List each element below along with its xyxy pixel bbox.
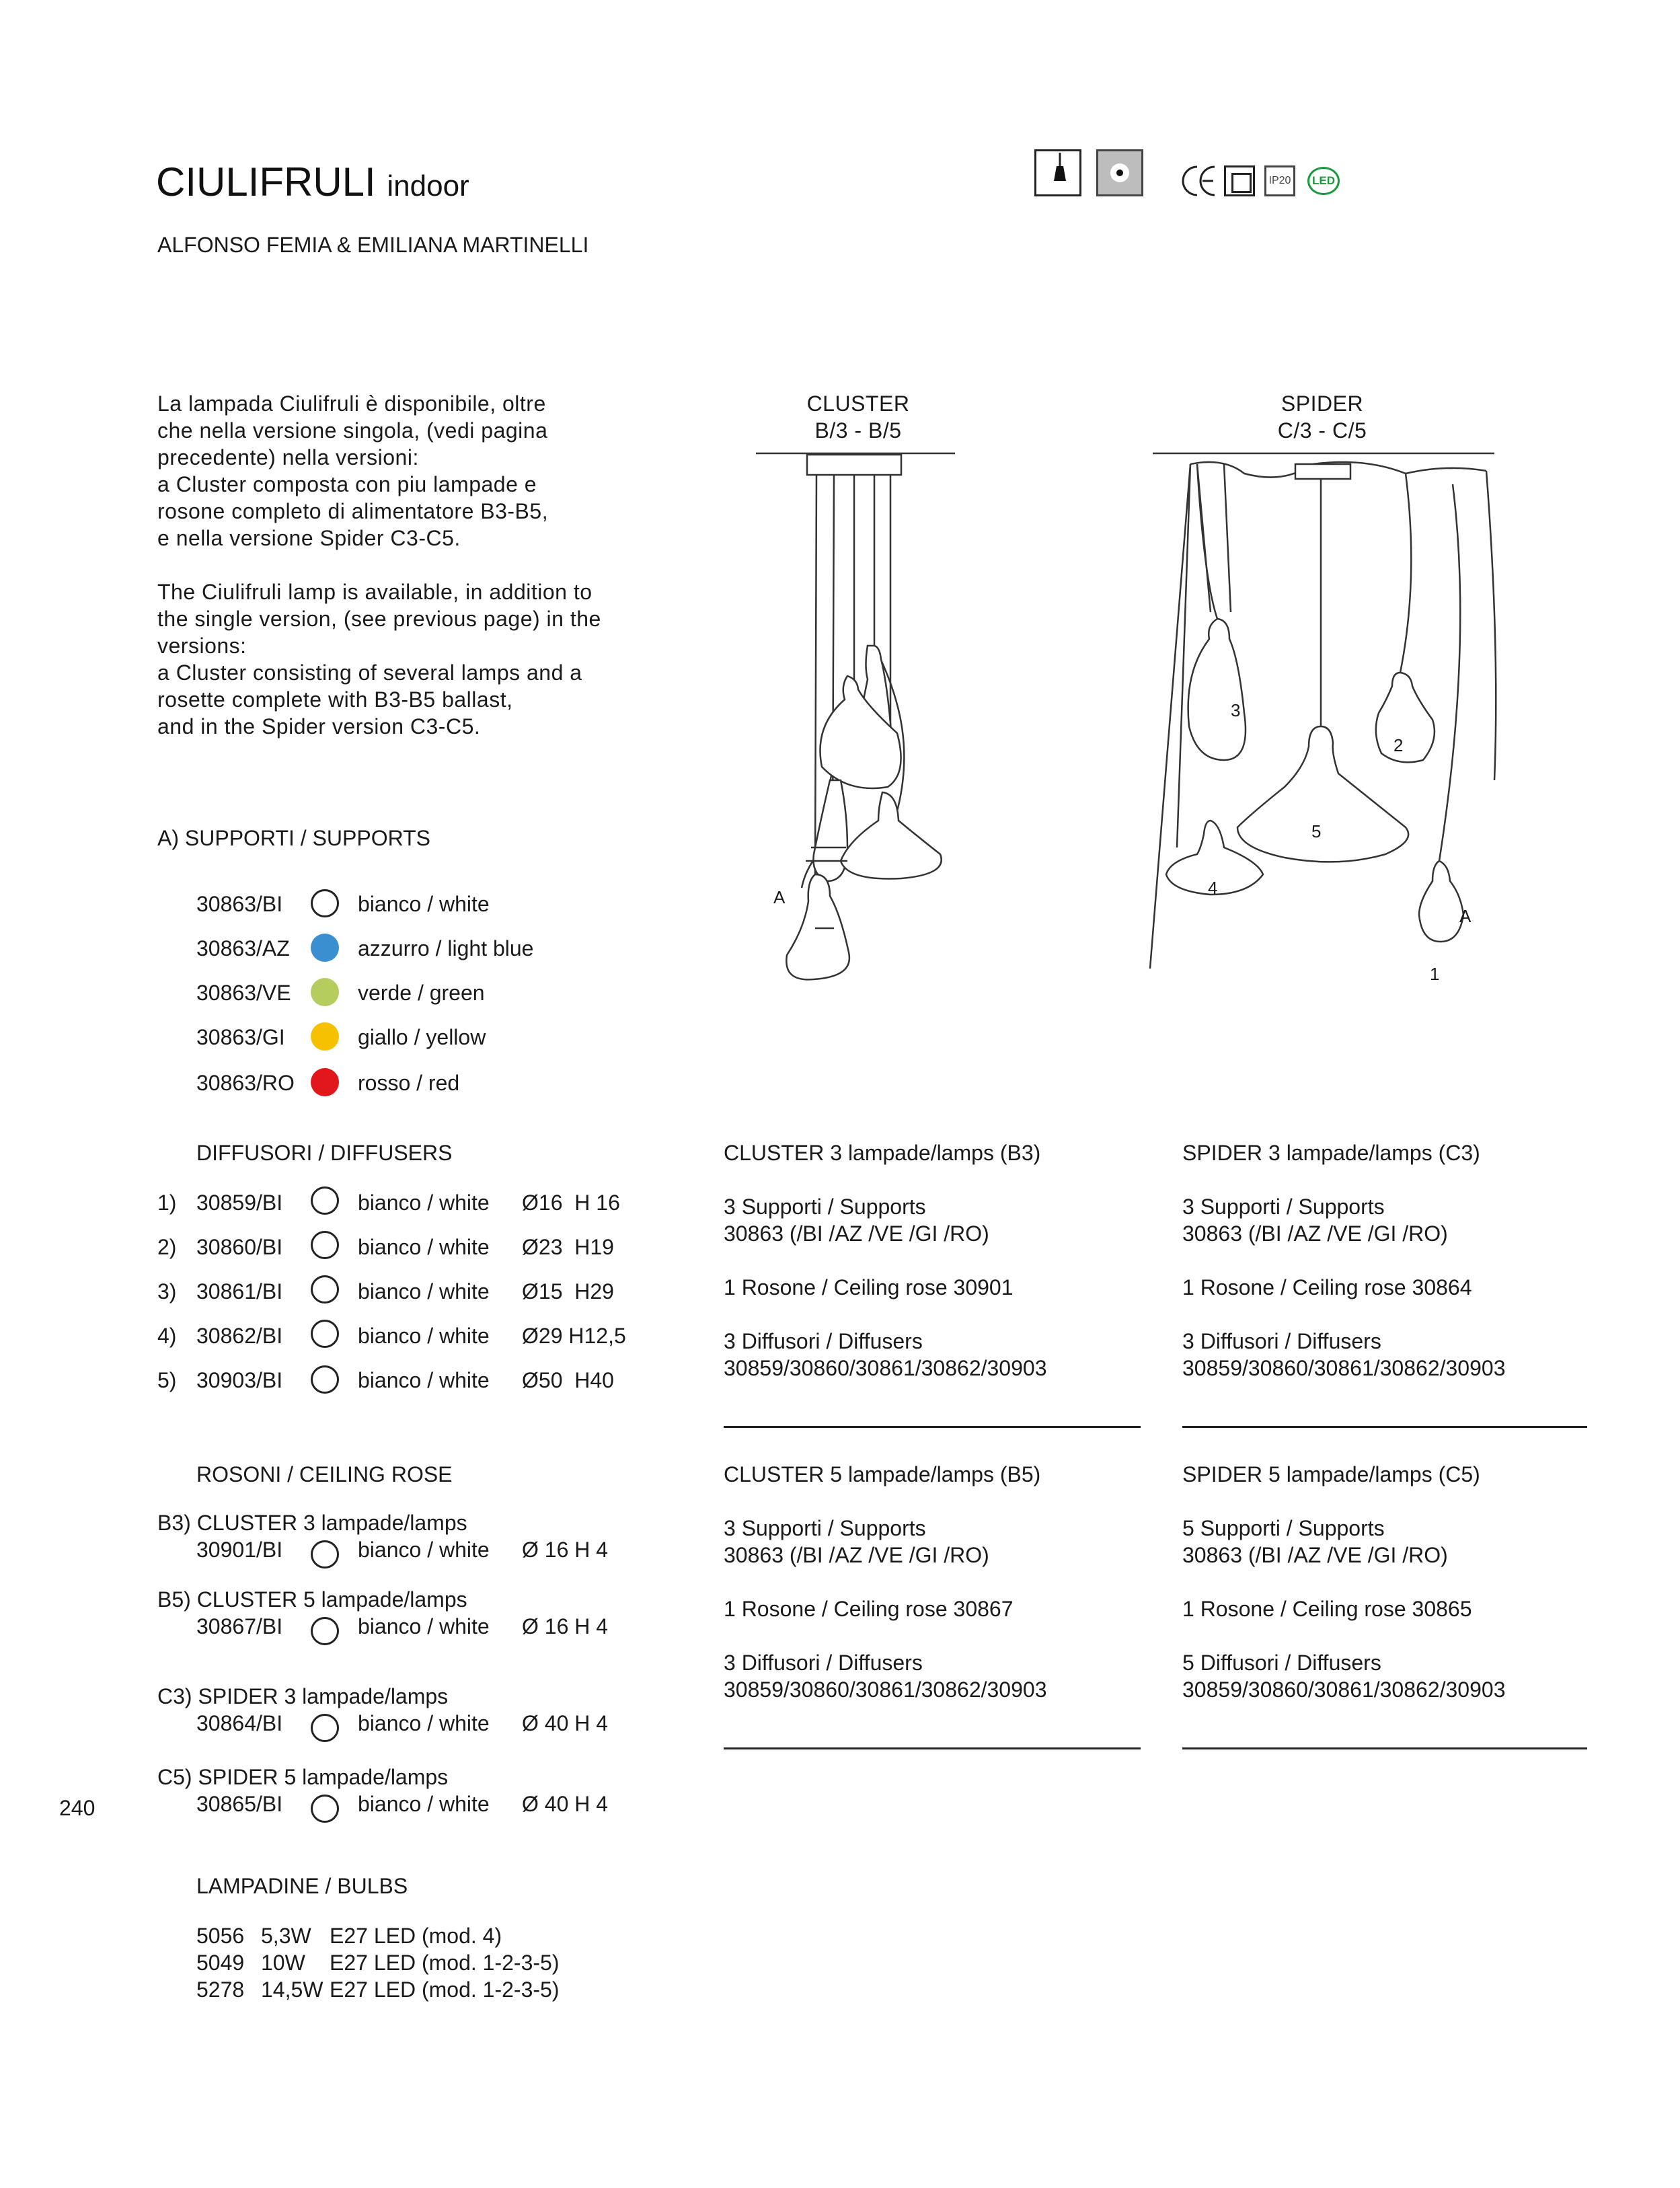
- config-supports: 5 Supporti / Supports: [1182, 1516, 1385, 1540]
- page-title: [156, 159, 469, 210]
- product-variant: indoor: [387, 169, 469, 202]
- pendant-lamp-icon: [1034, 149, 1081, 196]
- diffuser-dimensions: Ø23 H19: [522, 1235, 614, 1259]
- ip20-icon: IP20: [1264, 165, 1295, 196]
- diffuser-dimensions: Ø16 H 16: [522, 1191, 620, 1215]
- diffuser-number: 3): [157, 1279, 177, 1304]
- color-swatch-white: [311, 1231, 339, 1259]
- config-supports: 3 Supporti / Supports: [724, 1516, 926, 1540]
- rose-code: 30901/BI: [196, 1538, 283, 1562]
- spider-label-3: 3: [1231, 700, 1241, 720]
- config-diffusers: 3 Diffusori / Diffusers: [1182, 1329, 1381, 1353]
- rose-code: 30867/BI: [196, 1614, 283, 1638]
- diffuser-color-name: bianco / white: [358, 1279, 490, 1304]
- diffuser-code: 30859/BI: [196, 1191, 283, 1215]
- support-code: 30863/RO: [196, 1071, 295, 1095]
- divider: [1182, 1747, 1587, 1749]
- config-diffusers: 3 Diffusori / Diffusers: [724, 1329, 923, 1353]
- diffuser-code: 30903/BI: [196, 1368, 283, 1392]
- config-diffusers-codes: 30859/30860/30861/30862/30903: [1182, 1356, 1506, 1380]
- diffuser-number: 4): [157, 1324, 177, 1348]
- config-block-cluster-5: [724, 1461, 1046, 1703]
- color-swatch-white: [311, 889, 339, 917]
- spider-label-5: 5: [1311, 821, 1322, 841]
- config-title: CLUSTER 3 lampade/lamps (B3): [724, 1141, 1041, 1165]
- diffuser-code: 30861/BI: [196, 1279, 283, 1304]
- rose-label: C5) SPIDER 5 lampade/lamps: [157, 1765, 449, 1789]
- bulb-code: 5278: [196, 1977, 245, 2002]
- color-swatch-white: [311, 1186, 339, 1215]
- config-supports-codes: 30863 (/BI /AZ /VE /GI /RO): [1182, 1543, 1448, 1567]
- support-code: 30863/GI: [196, 1025, 285, 1049]
- rose-color-name: bianco / white: [358, 1538, 490, 1562]
- config-diffusers-codes: 30859/30860/30861/30862/30903: [1182, 1677, 1506, 1702]
- intro-english: The Ciulifruli lamp is available, in addition to the single version, (see previous page) in the versions: a Cluster consisting of several lamps and a rosette complete with B3-B5 ballast, and in the Spider version C3-C5.: [157, 580, 601, 739]
- support-color-name: giallo / yellow: [358, 1025, 486, 1049]
- support-code: 30863/AZ: [196, 936, 290, 960]
- config-diffusers-codes: 30859/30860/30861/30862/30903: [724, 1356, 1047, 1380]
- config-diffusers: 5 Diffusori / Diffusers: [1182, 1651, 1381, 1675]
- config-block-spider-3: [1182, 1139, 1505, 1382]
- color-swatch-green: [311, 978, 339, 1006]
- rose-color-name: bianco / white: [358, 1614, 490, 1638]
- support-color-name: bianco / white: [358, 892, 490, 916]
- diffuser-number: 1): [157, 1191, 177, 1215]
- product-name: CIULIFRULI: [156, 159, 376, 204]
- config-rose: 1 Rosone / Ceiling rose 30865: [1182, 1597, 1472, 1621]
- config-rose: 1 Rosone / Ceiling rose 30867: [724, 1597, 1014, 1621]
- bulb-code: 5056: [196, 1924, 245, 1948]
- cluster-label-a: A: [773, 887, 786, 907]
- color-swatch-white: [311, 1320, 339, 1348]
- rose-dimensions: Ø 40 H 4: [522, 1711, 609, 1735]
- support-color-name: azzurro / light blue: [358, 936, 534, 960]
- rose-label: B3) CLUSTER 3 lampade/lamps: [157, 1511, 467, 1535]
- diffuser-number: 2): [157, 1235, 177, 1259]
- divider: [724, 1426, 1141, 1428]
- config-supports-codes: 30863 (/BI /AZ /VE /GI /RO): [724, 1543, 989, 1567]
- supports-heading: A) SUPPORTI / SUPPORTS: [157, 826, 431, 850]
- config-supports-codes: 30863 (/BI /AZ /VE /GI /RO): [724, 1221, 989, 1246]
- color-swatch-white: [311, 1714, 339, 1742]
- config-title: SPIDER 3 lampade/lamps (C3): [1182, 1141, 1480, 1165]
- spider-label-4: 4: [1208, 878, 1218, 898]
- support-color-name: verde / green: [358, 981, 485, 1005]
- ce-mark-icon: [1182, 164, 1217, 198]
- spider-label-a: A: [1459, 906, 1472, 926]
- spider-label-2: 2: [1393, 735, 1404, 755]
- spider-label-1: 1: [1430, 964, 1440, 984]
- page-number: 240: [59, 1796, 96, 1820]
- rose-color-name: bianco / white: [358, 1711, 490, 1735]
- config-rose: 1 Rosone / Ceiling rose 30864: [1182, 1275, 1472, 1299]
- config-diffusers-codes: 30859/30860/30861/30862/30903: [724, 1677, 1047, 1702]
- diffuser-dimensions: Ø50 H40: [522, 1368, 614, 1392]
- bulb-power: 10W: [261, 1951, 305, 1975]
- class-ii-icon: [1224, 165, 1255, 196]
- support-color-name: rosso / red: [358, 1071, 460, 1095]
- support-code: 30863/VE: [196, 981, 291, 1005]
- color-swatch-white: [311, 1617, 339, 1645]
- color-swatch-white: [311, 1275, 339, 1304]
- color-swatch-white: [311, 1540, 339, 1569]
- rose-color-name: bianco / white: [358, 1792, 490, 1816]
- bulb-description: E27 LED (mod. 4): [330, 1924, 502, 1948]
- led-icon: LED: [1307, 167, 1340, 195]
- color-swatch-red: [311, 1068, 339, 1096]
- rose-dimensions: Ø 16 H 4: [522, 1538, 609, 1562]
- roses-heading: ROSONI / CEILING ROSE: [196, 1462, 453, 1486]
- config-diffusers: 3 Diffusori / Diffusers: [724, 1651, 923, 1675]
- color-swatch-white: [311, 1365, 339, 1394]
- bulb-description: E27 LED (mod. 1-2-3-5): [330, 1951, 560, 1975]
- rose-dimensions: Ø 40 H 4: [522, 1792, 609, 1816]
- designers: ALFONSO FEMIA & EMILIANA MARTINELLI: [157, 233, 589, 257]
- diffuser-color-name: bianco / white: [358, 1235, 490, 1259]
- config-block-spider-5: [1182, 1461, 1505, 1703]
- bulbs-heading: LAMPADINE / BULBS: [196, 1874, 408, 1898]
- support-code: 30863/BI: [196, 892, 283, 916]
- bulb-power: 5,3W: [261, 1924, 311, 1948]
- config-rose: 1 Rosone / Ceiling rose 30901: [724, 1275, 1014, 1299]
- diffuser-color-name: bianco / white: [358, 1368, 490, 1392]
- diffuser-color-name: bianco / white: [358, 1324, 490, 1348]
- rose-code: 30865/BI: [196, 1792, 283, 1816]
- color-swatch-yellow: [311, 1022, 339, 1051]
- color-swatch-white: [311, 1795, 339, 1823]
- diffusers-heading: DIFFUSORI / DIFFUSERS: [196, 1141, 453, 1165]
- intro-italian: La lampada Ciulifruli è disponibile, oltre che nella versione singola, (vedi pagina precedente) nella versioni: a Cluster composta con piu lampade e rosone completo di alimentatore B3-B5, e nella versione Spider C3-C5.: [157, 391, 549, 550]
- spider-drawing-title: SPIDER C/3 - C/5: [1277, 391, 1367, 443]
- diffuser-dimensions: Ø15 H29: [522, 1279, 614, 1304]
- config-supports: 3 Supporti / Supports: [724, 1195, 926, 1219]
- bulb-description: E27 LED (mod. 1-2-3-5): [330, 1977, 560, 2002]
- rose-label: C3) SPIDER 3 lampade/lamps: [157, 1684, 449, 1708]
- config-supports: 3 Supporti / Supports: [1182, 1195, 1385, 1219]
- recessed-spot-icon: [1096, 149, 1143, 196]
- divider: [1182, 1426, 1587, 1428]
- config-title: CLUSTER 5 lampade/lamps (B5): [724, 1462, 1041, 1486]
- diffuser-number: 5): [157, 1368, 177, 1392]
- divider: [724, 1747, 1141, 1749]
- color-swatch-light-blue: [311, 934, 339, 962]
- diffuser-code: 30862/BI: [196, 1324, 283, 1348]
- rose-code: 30864/BI: [196, 1711, 283, 1735]
- cluster-drawing-title: CLUSTER B/3 - B/5: [806, 391, 910, 443]
- bulb-code: 5049: [196, 1951, 245, 1975]
- config-title: SPIDER 5 lampade/lamps (C5): [1182, 1462, 1480, 1486]
- bulb-power: 14,5W: [261, 1977, 323, 2002]
- spider-drawing: [1150, 444, 1500, 1022]
- config-block-cluster-3: [724, 1139, 1046, 1382]
- rose-dimensions: Ø 16 H 4: [522, 1614, 609, 1638]
- diffuser-code: 30860/BI: [196, 1235, 283, 1259]
- rose-label: B5) CLUSTER 5 lampade/lamps: [157, 1587, 467, 1612]
- diffuser-color-name: bianco / white: [358, 1191, 490, 1215]
- diffuser-dimensions: Ø29 H12,5: [522, 1324, 626, 1348]
- config-supports-codes: 30863 (/BI /AZ /VE /GI /RO): [1182, 1221, 1448, 1246]
